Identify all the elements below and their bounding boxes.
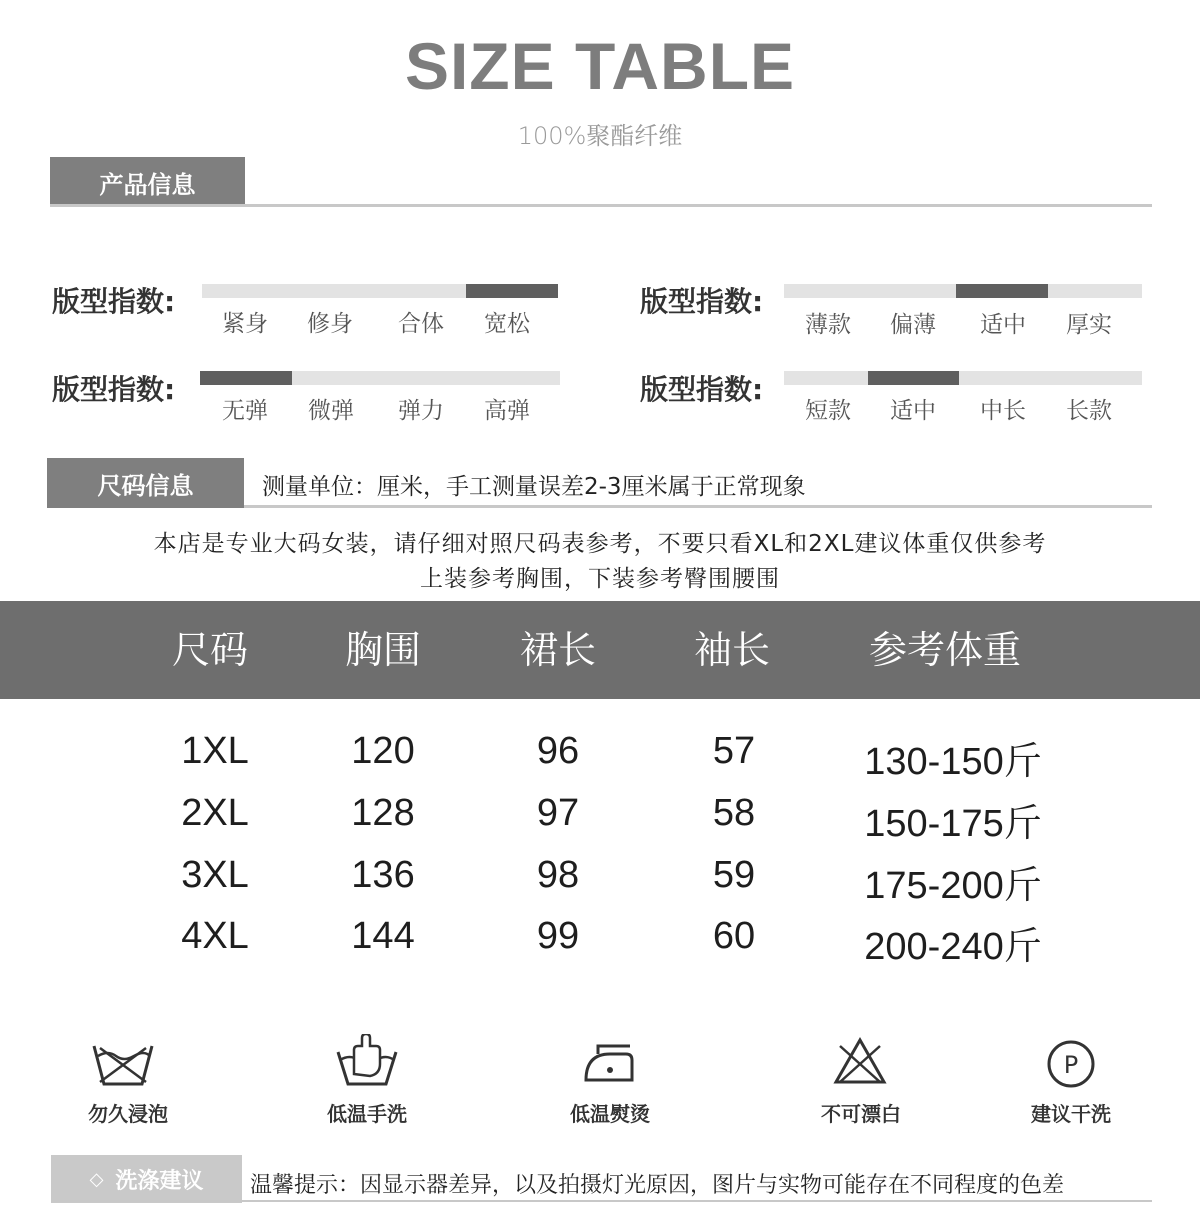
svg-text:P: P <box>1063 1051 1079 1079</box>
length-index-option: 短款 <box>805 398 851 424</box>
thickness-index-option: 偏薄 <box>890 312 936 338</box>
cell-sleeve-length: 57 <box>712 730 756 772</box>
no-soak-icon <box>90 1040 156 1092</box>
length-index-label: 版型指数: <box>640 373 764 406</box>
page-title: SIZE TABLE <box>404 29 796 103</box>
thickness-index-option: 适中 <box>980 312 1026 338</box>
product-info-divider <box>50 204 1152 207</box>
length-index-option: 适中 <box>890 398 936 424</box>
low-iron-icon <box>580 1040 638 1090</box>
dry-clean-icon <box>1045 1038 1097 1094</box>
cell-size: 4XL <box>181 915 249 957</box>
cell-sleeve-length: 60 <box>712 915 756 957</box>
thickness-index-option: 薄款 <box>805 312 851 338</box>
length-index-track <box>784 371 1142 385</box>
fit-index-option: 合体 <box>398 311 444 337</box>
thickness-index-selected-segment <box>956 284 1048 298</box>
length-index-option: 长款 <box>1066 398 1112 424</box>
fit-index-label: 版型指数: <box>52 285 176 318</box>
size-table-header <box>0 601 1200 699</box>
fit-index-track <box>202 284 558 298</box>
elasticity-index-option: 微弹 <box>308 398 354 424</box>
elasticity-index-option: 无弹 <box>222 398 268 424</box>
elasticity-index-option: 弹力 <box>398 398 444 424</box>
cell-ref-weight: 130-150斤 <box>864 741 1042 783</box>
thickness-index-option: 厚实 <box>1066 312 1112 338</box>
care-label: 建议干洗 <box>1031 1102 1111 1126</box>
size-info-divider <box>244 505 1152 508</box>
fit-index-option: 紧身 <box>222 311 268 337</box>
no-bleach-icon <box>832 1036 888 1090</box>
wash-advice-tag <box>51 1155 242 1203</box>
diamond-icon: ◇ <box>89 1168 104 1190</box>
cell-bust: 144 <box>351 915 415 957</box>
cell-size: 3XL <box>181 854 249 896</box>
wash-advice-label: 洗涤建议 <box>115 1168 204 1194</box>
care-label: 勿久浸泡 <box>88 1102 168 1126</box>
care-label: 不可漂白 <box>821 1102 901 1126</box>
cell-dress-length: 98 <box>536 854 580 896</box>
cell-ref-weight: 175-200斤 <box>864 865 1042 907</box>
length-index-option: 中长 <box>980 398 1026 424</box>
cell-sleeve-length: 58 <box>712 792 756 834</box>
elasticity-index-track <box>200 371 560 385</box>
cell-bust: 136 <box>351 854 415 896</box>
measure-note: 测量单位：厘米，手工测量误差2-3厘米属于正常现象 <box>262 474 806 500</box>
header-ref-weight: 参考体重 <box>868 628 1021 672</box>
header-dress-length: 裙长 <box>519 628 596 672</box>
fit-index-selected-segment <box>466 284 558 298</box>
cell-bust: 120 <box>351 730 415 772</box>
thickness-index-track <box>784 284 1142 298</box>
hand-wash-icon <box>332 1034 402 1092</box>
header-size: 尺码 <box>171 628 248 672</box>
header-sleeve-length: 袖长 <box>693 628 770 672</box>
footer-divider <box>51 1200 1152 1202</box>
product-info-tag: 产品信息 <box>50 157 245 207</box>
elasticity-index-label: 版型指数: <box>52 373 176 406</box>
cell-ref-weight: 150-175斤 <box>864 803 1042 845</box>
thickness-index-label: 版型指数: <box>640 285 764 318</box>
cell-dress-length: 97 <box>536 792 580 834</box>
size-notice-line2: 上装参考胸围，下装参考臀围腰围 <box>420 566 780 592</box>
size-notice-line1: 本店是专业大码女装，请仔细对照尺码表参考，不要只看XL和2XL建议体重仅供参考 <box>153 531 1047 557</box>
color-difference-note: 温馨提示：因显示器差异，以及拍摄灯光原因，图片与实物可能存在不同程度的色差 <box>250 1173 1065 1198</box>
cell-ref-weight: 200-240斤 <box>864 926 1042 968</box>
cell-dress-length: 99 <box>536 915 580 957</box>
care-label: 低温手洗 <box>327 1102 407 1126</box>
fit-index-option: 修身 <box>307 311 353 337</box>
cell-size: 2XL <box>181 792 249 834</box>
fit-index-option: 宽松 <box>484 311 530 337</box>
material-subtitle: 100%聚酯纤维 <box>517 122 683 150</box>
elasticity-index-option: 高弹 <box>484 398 530 424</box>
header-bust: 胸围 <box>344 628 421 672</box>
elasticity-index-selected-segment <box>200 371 292 385</box>
size-info-tag: 尺码信息 <box>47 458 244 508</box>
length-index-selected-segment <box>868 371 959 385</box>
cell-size: 1XL <box>181 730 249 772</box>
cell-bust: 128 <box>351 792 415 834</box>
cell-dress-length: 96 <box>536 730 580 772</box>
cell-sleeve-length: 59 <box>712 854 756 896</box>
care-label: 低温熨烫 <box>570 1102 650 1126</box>
